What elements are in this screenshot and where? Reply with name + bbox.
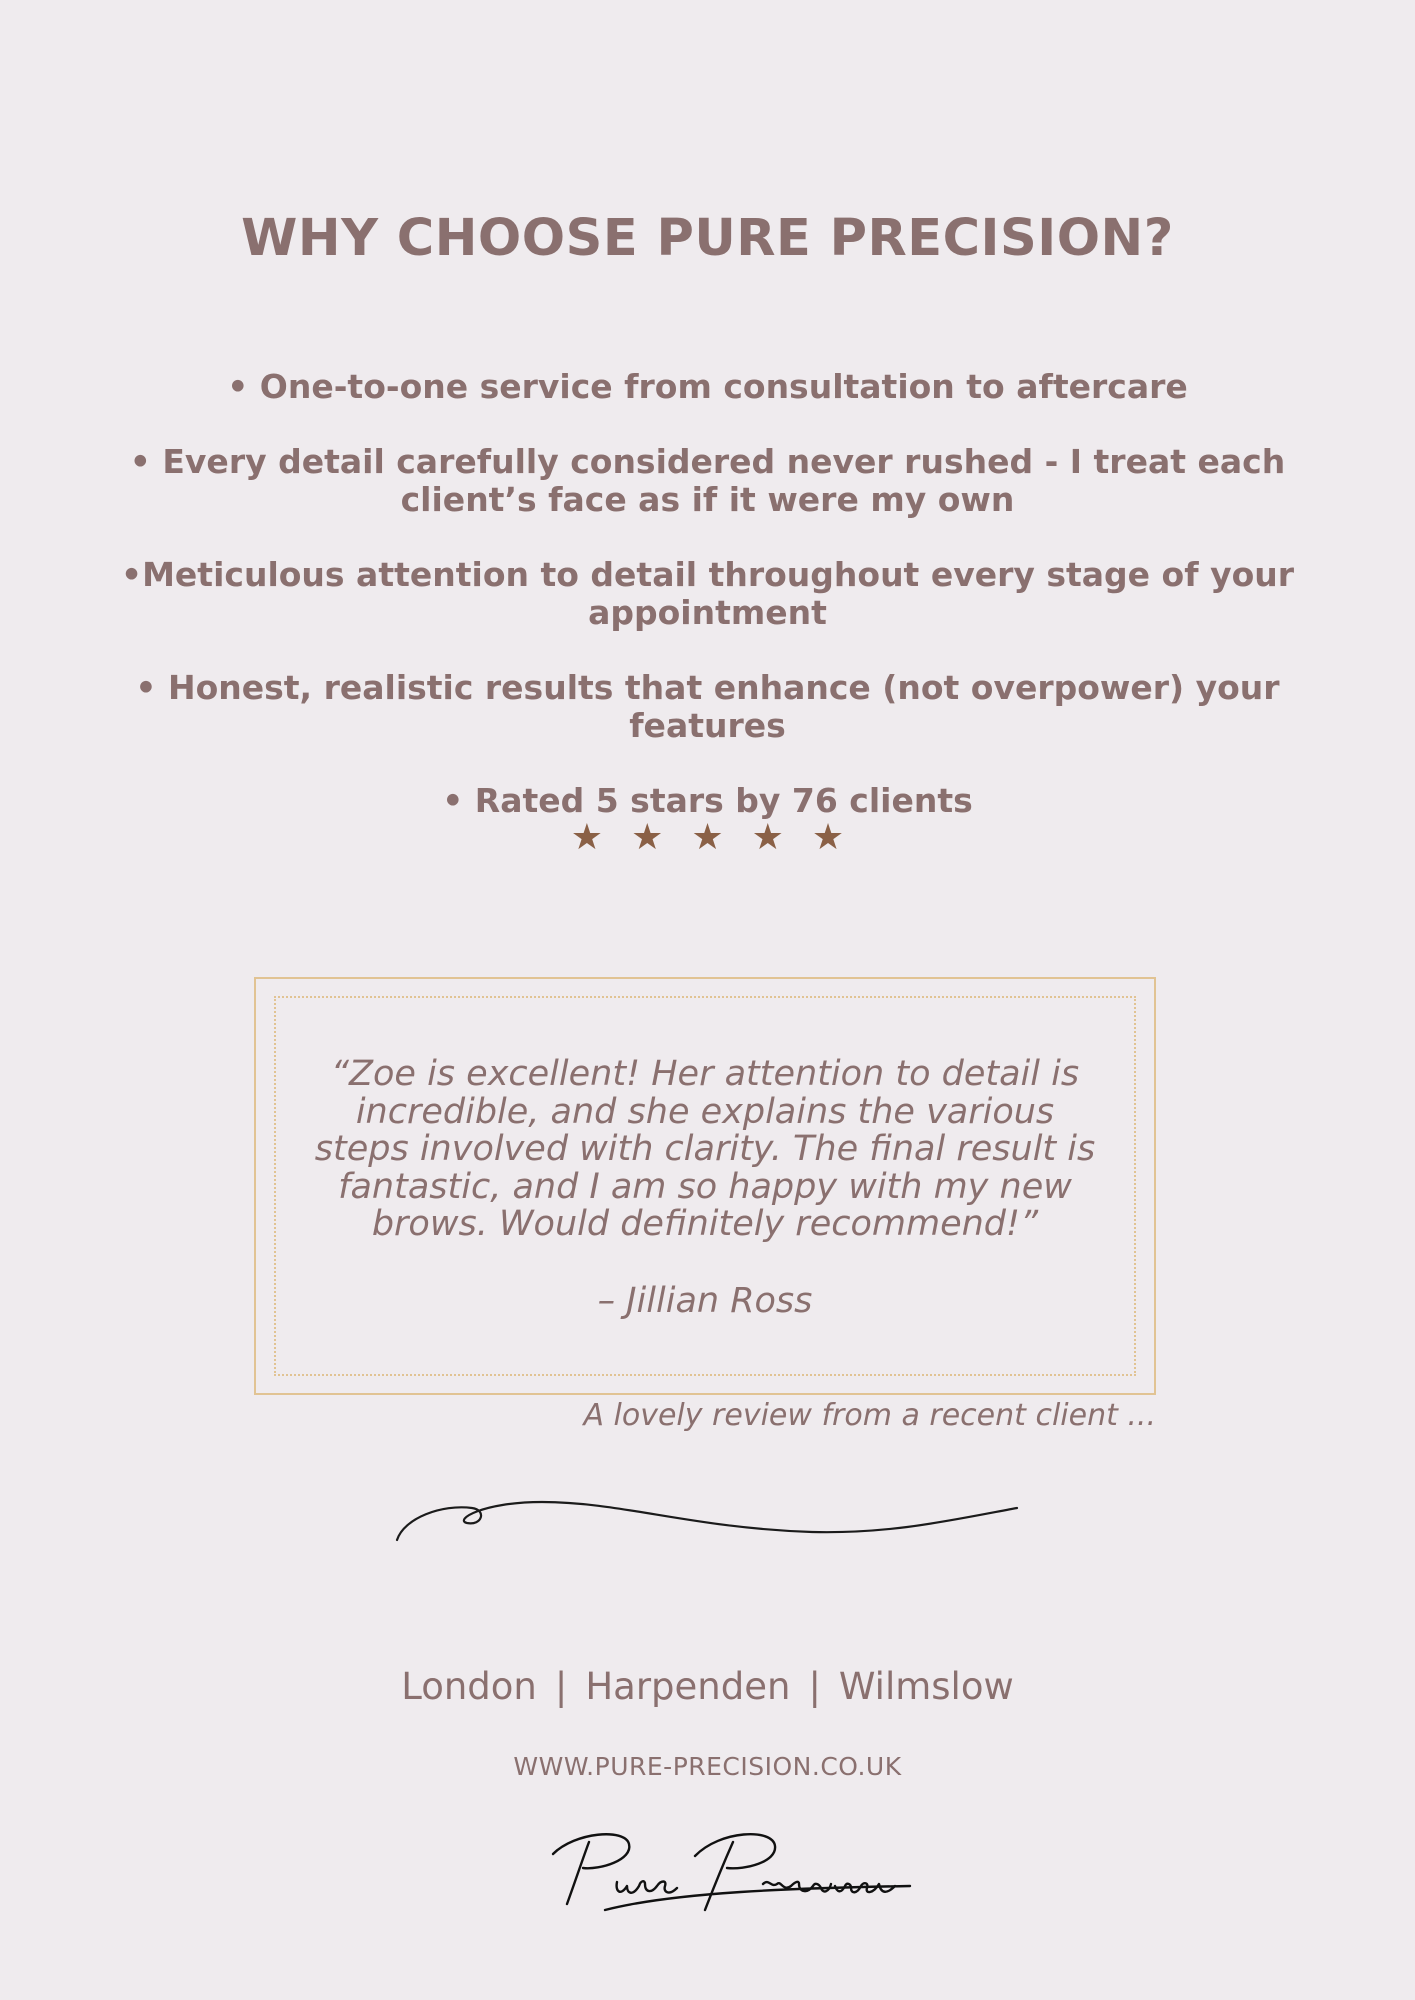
review-author: – Jillian Ross (597, 1281, 813, 1321)
feature-item: • Every detail carefully considered never rushed - I treat each client’s face as if it were my own (129, 442, 1286, 519)
locations-line (0, 1665, 1415, 1708)
review-caption: A lovely review from a recent client ... (583, 1398, 1156, 1433)
review-card-inner-border (274, 996, 1136, 1376)
feature-item: • Honest, realistic results that enhance (not overpower) your features (135, 668, 1280, 745)
website-link[interactable]: WWW.PURE-PRECISION.CO.UK (513, 1752, 902, 1781)
location-harpenden: Harpenden (585, 1665, 791, 1708)
review-quote: “Zoe is excellent! Her attention to detail is incredible, and she explains the various steps involved with clarity. The final result is fantastic, and I am so happy with my new brows. Would definitely recommend!” (314, 1054, 1096, 1244)
location-london: London (401, 1665, 537, 1708)
star-rating (0, 817, 1415, 858)
star-icon: ★ (570, 817, 604, 858)
location-wilmslow: Wilmslow (838, 1665, 1014, 1708)
feature-item: • Rated 5 stars by 76 clients (442, 781, 973, 820)
star-icon: ★ (811, 817, 845, 858)
star-icon: ★ (631, 817, 664, 858)
flourish-divider (392, 1488, 1022, 1548)
location-separator: | (554, 1665, 568, 1708)
pure-precision-logo (545, 1822, 915, 1917)
location-separator: | (808, 1665, 821, 1708)
feature-list (80, 368, 1335, 857)
star-icon: ★ (751, 817, 784, 858)
feature-item: • One-to-one service from consultation to aftercare (227, 367, 1188, 406)
feature-item: •Meticulous attention to detail throughout every stage of your appointment (120, 555, 1295, 632)
review-card (254, 977, 1156, 1395)
star-icon: ★ (691, 817, 724, 858)
page-title: WHY CHOOSE PURE PRECISION? (241, 209, 1174, 268)
